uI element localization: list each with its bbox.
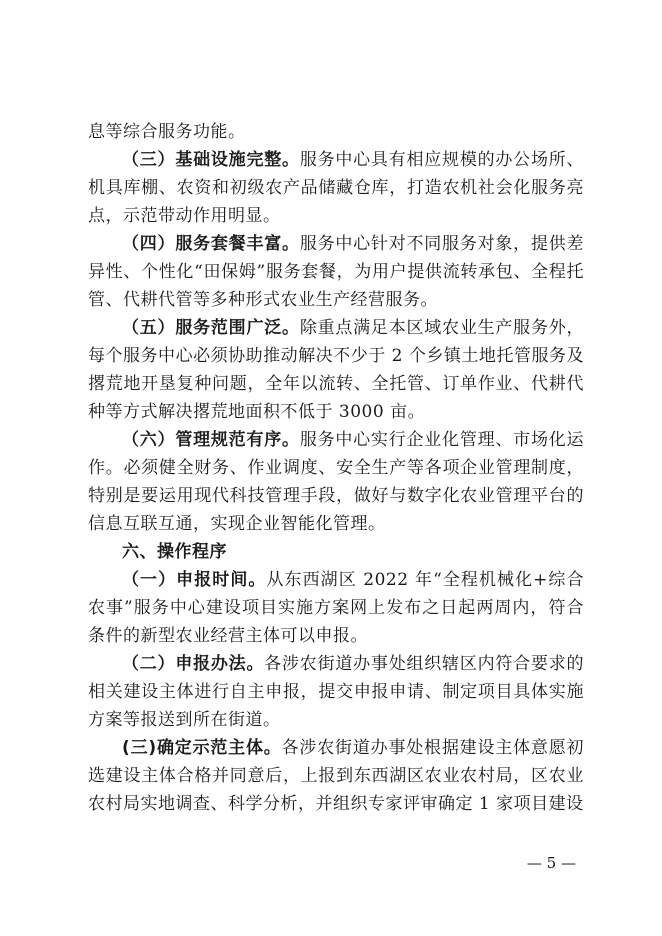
document-body xyxy=(88,118,584,818)
paragraph-service-packages xyxy=(88,230,584,314)
paragraph-text: 从东西湖区 2022 年“全程机械化+综合农事”服务中心建设项目实施方案网上发布之日起两周内，符合条件的新型农业经营主体可以申报。 xyxy=(88,570,584,646)
paragraph-management xyxy=(88,426,584,538)
section-heading: 六、操作程序 xyxy=(122,542,227,562)
paragraph-lead: （二）申报办法。 xyxy=(122,654,265,674)
paragraph-text: 服务中心针对不同服务对象，提供差异性、个性化“田保姆”服务套餐，为用户提供流转承包、全程托管、代耕代管等多种形式农业生产经营服务。 xyxy=(88,234,585,310)
paragraph-text: 各涉农街道办事处组织辖区内符合要求的相关建设主体进行自主申报，提交申报申请、制定项目具体实施方案等报送到所在街道。 xyxy=(88,654,585,730)
paragraph-text: 各涉农街道办事处根据建设主体意愿初选建设主体合格并同意后，上报到东西湖区农业农村局，区农业农村局实地调查、科学分析，并组织专家评审确定 1 家项目建设 xyxy=(88,738,585,814)
paragraph-demonstration-entity xyxy=(88,734,584,818)
paragraph-text: 服务中心具有相应规模的办公场所、机具库棚、农资和初级农产品储藏仓库，打造农机社会化服务亮点，示范带动作用明显。 xyxy=(88,150,585,226)
paragraph-lead: （六）管理规范有序。 xyxy=(122,430,300,450)
paragraph-lead: （四）服务套餐丰富。 xyxy=(122,234,300,254)
paragraph-text: 息等综合服务功能。 xyxy=(88,122,246,142)
paragraph-application-time xyxy=(88,566,584,650)
paragraph-lead: （三）基础设施完整。 xyxy=(122,150,300,170)
paragraph-text: 服务中心实行企业化管理、市场化运作。必须健全财务、作业调度、安全生产等各项企业管理制度，特别是要运用现代科技管理手段，做好与数字化农业管理平台的信息互联互通，实现企业智能化管理。 xyxy=(88,430,585,534)
paragraph-lead: (三)确定示范主体。 xyxy=(122,738,282,758)
paragraph-lead: （一）申报时间。 xyxy=(122,570,267,590)
paragraph-continued xyxy=(88,118,584,146)
paragraph-text: 除重点满足本区域农业生产服务外，每个服务中心必须协助推动解决不少于 2 个乡镇土地托管服务及撂荒地开垦复种问题，全年以流转、全托管、订单作业、代耕代种等方式解决撂荒地面积不低于 3000 亩。 xyxy=(88,318,585,422)
paragraph-lead: （五）服务范围广泛。 xyxy=(122,318,300,338)
paragraph-infrastructure xyxy=(88,146,584,230)
paragraph-application-method xyxy=(88,650,584,734)
paragraph-service-scope xyxy=(88,314,584,426)
page-number: — 5 — xyxy=(526,854,576,872)
